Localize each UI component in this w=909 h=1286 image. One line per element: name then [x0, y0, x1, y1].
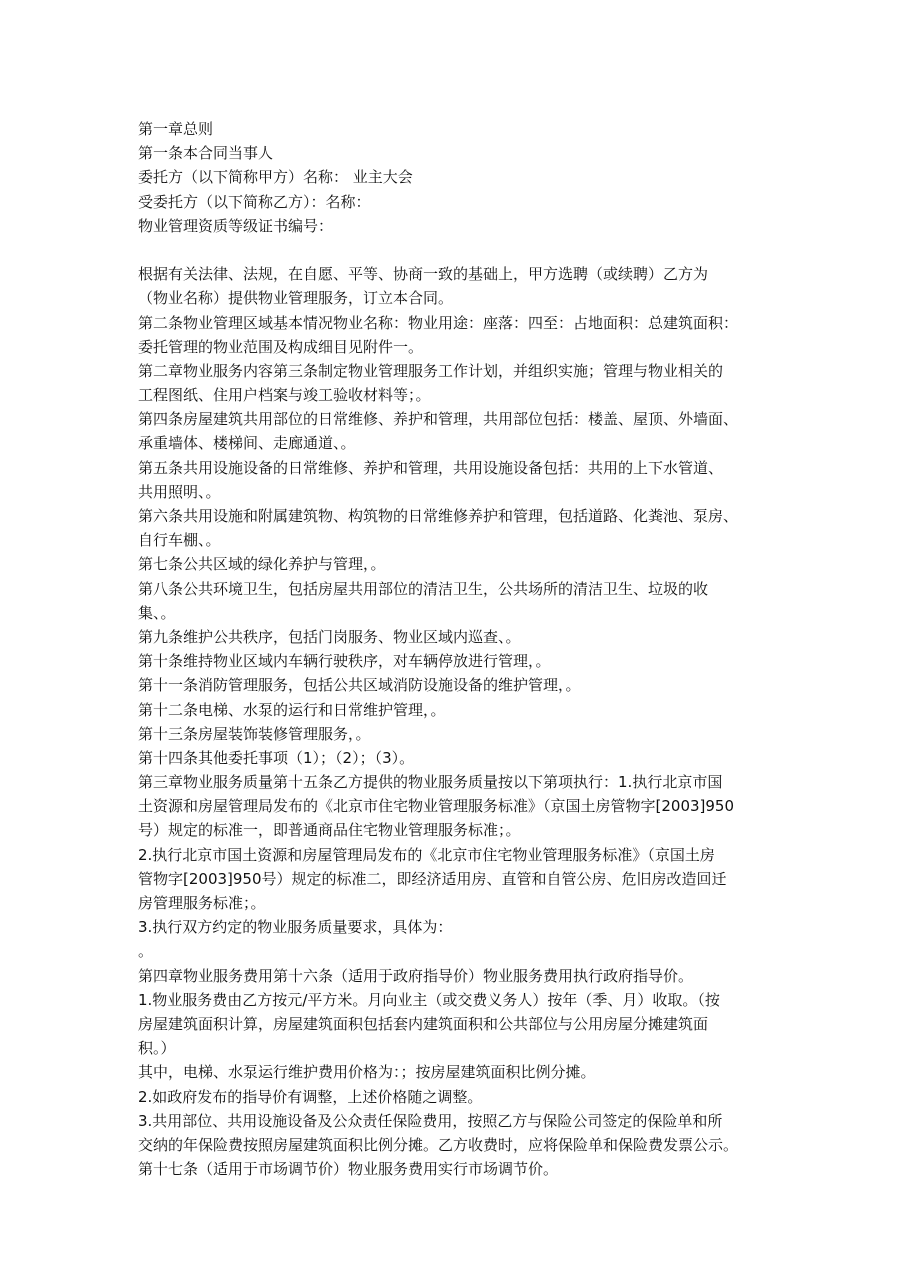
- text-line: 物业管理资质等级证书编号：: [138, 216, 334, 235]
- text-line: 第二章物业服务内容第三条制定物业管理服务工作计划，并组织实施；管理与物业相关的: [138, 361, 724, 380]
- text-line: （物业名称）提供物业管理服务，订立本合同。: [138, 289, 454, 308]
- text-line: 房屋建筑面积计算，房屋建筑面积包括套内建筑面积和公共部位与公用房屋分摊建筑面: [138, 1014, 709, 1033]
- text-line: 1.物业服务费由乙方按元/平方米。月向业主（或交费义务人）按年（季、月）收取。（按: [138, 990, 720, 1009]
- text-line: 交纳的年保险费按照房屋建筑面积比例分摊。乙方收费时，应将保险单和保险费发票公示。: [138, 1135, 739, 1154]
- text-line: 第三章物业服务质量第十五条乙方提供的物业服务质量按以下第项执行：1.执行北京市国: [138, 773, 723, 792]
- text-line: 第一条本合同当事人: [138, 144, 274, 163]
- text-line: 第十七条（适用于市场调节价）物业服务费用实行市场调节价。: [138, 1160, 559, 1179]
- text-line: 第四条房屋建筑共用部位的日常维修、养护和管理，共用部位包括：楼盖、屋顶、外墙面、: [138, 410, 739, 429]
- document-body: [138, 117, 778, 1181]
- text-line: 3.共用部位、共用设施设备及公众责任保险费用，按照乙方与保险公司签定的保险单和所: [138, 1111, 723, 1130]
- text-line: 第七条公共区域的绿化养护与管理，。: [138, 555, 386, 574]
- text-line: 第四章物业服务费用第十六条（适用于政府指导价）物业服务费用执行政府指导价。: [138, 966, 694, 985]
- text-line: 积。）: [138, 1039, 176, 1058]
- text-line: 共用照明、。: [138, 482, 221, 501]
- text-line: 受委托方（以下简称乙方）：名称：: [138, 192, 371, 211]
- text-line: 第八条公共环境卫生，包括房屋共用部位的清洁卫生，公共场所的清洁卫生、垃圾的收: [138, 579, 709, 598]
- text-line: 工程图纸、住用户档案与竣工验收材料等；。: [138, 386, 431, 405]
- text-line: 第十四条其他委托事项（1）；（2）；（3）。: [138, 748, 415, 767]
- text-line: 集、。: [138, 603, 176, 622]
- text-line: 第六条共用设施和附属建筑物、构筑物的日常维修养护和管理，包括道路、化粪池、泵房、: [138, 507, 739, 525]
- text-line: 第十一条消防管理服务，包括公共区域消防设施设备的维护管理，。: [138, 676, 581, 695]
- text-line: 自行车棚、。: [138, 531, 221, 550]
- text-line: 2.如政府发布的指导价有调整，上述价格随之调整。: [138, 1087, 483, 1106]
- text-line: 房管理服务标准；。: [138, 894, 266, 912]
- text-line: 委托管理的物业范围及构成细目见附件一。: [138, 337, 424, 356]
- text-line: 3.执行双方约定的物业服务质量要求，具体为：: [138, 918, 453, 937]
- text-line: 土资源和房屋管理局发布的《北京市住宅物业管理服务标准》（京国土房管物字[2003]950: [138, 797, 735, 816]
- text-line: 其中，电梯、水泵运行维护费用价格为：；按房屋建筑面积比例分摊。: [138, 1063, 596, 1082]
- text-line: 第十二条电梯、水泵的运行和日常维护管理，。: [138, 700, 446, 719]
- text-line: 管物字[2003]950号）规定的标准二，即经济适用房、直管和自管公房、危旧房改造回迁: [138, 869, 727, 888]
- text-line: 委托方（以下简称甲方）名称： 业主大会: [138, 168, 413, 187]
- text-line: 号）规定的标准一，即普通商品住宅物业管理服务标准；。: [138, 821, 521, 840]
- text-line: 第五条共用设施设备的日常维修、养护和管理，共用设施设备包括：共用的上下水管道、: [138, 458, 724, 477]
- text-line: 承重墙体、楼梯间、走廊通道、。: [138, 434, 356, 453]
- text-line: 2.执行北京市国土资源和房屋管理局发布的《北京市住宅物业管理服务标准》（京国土房: [138, 845, 715, 864]
- text-line: 第一章总则: [138, 120, 214, 138]
- text-line: 第十条维持物业区域内车辆行驶秩序，对车辆停放进行管理，。: [138, 652, 551, 671]
- text-line: 根据有关法律、法规，在自愿、平等、协商一致的基础上，甲方选聘（或续聘）乙方为: [138, 265, 709, 284]
- text-line: 第二条物业管理区域基本情况物业名称：物业用途：座落：四至：占地面积：总建筑面积：: [138, 313, 739, 332]
- text-line: [138, 238, 778, 262]
- text-line: 第九条维护公共秩序，包括门岗服务、物业区域内巡查、。: [138, 627, 521, 646]
- text-line: 第十三条房屋装饰装修管理服务，。: [138, 724, 371, 743]
- text-line: 。: [138, 942, 154, 961]
